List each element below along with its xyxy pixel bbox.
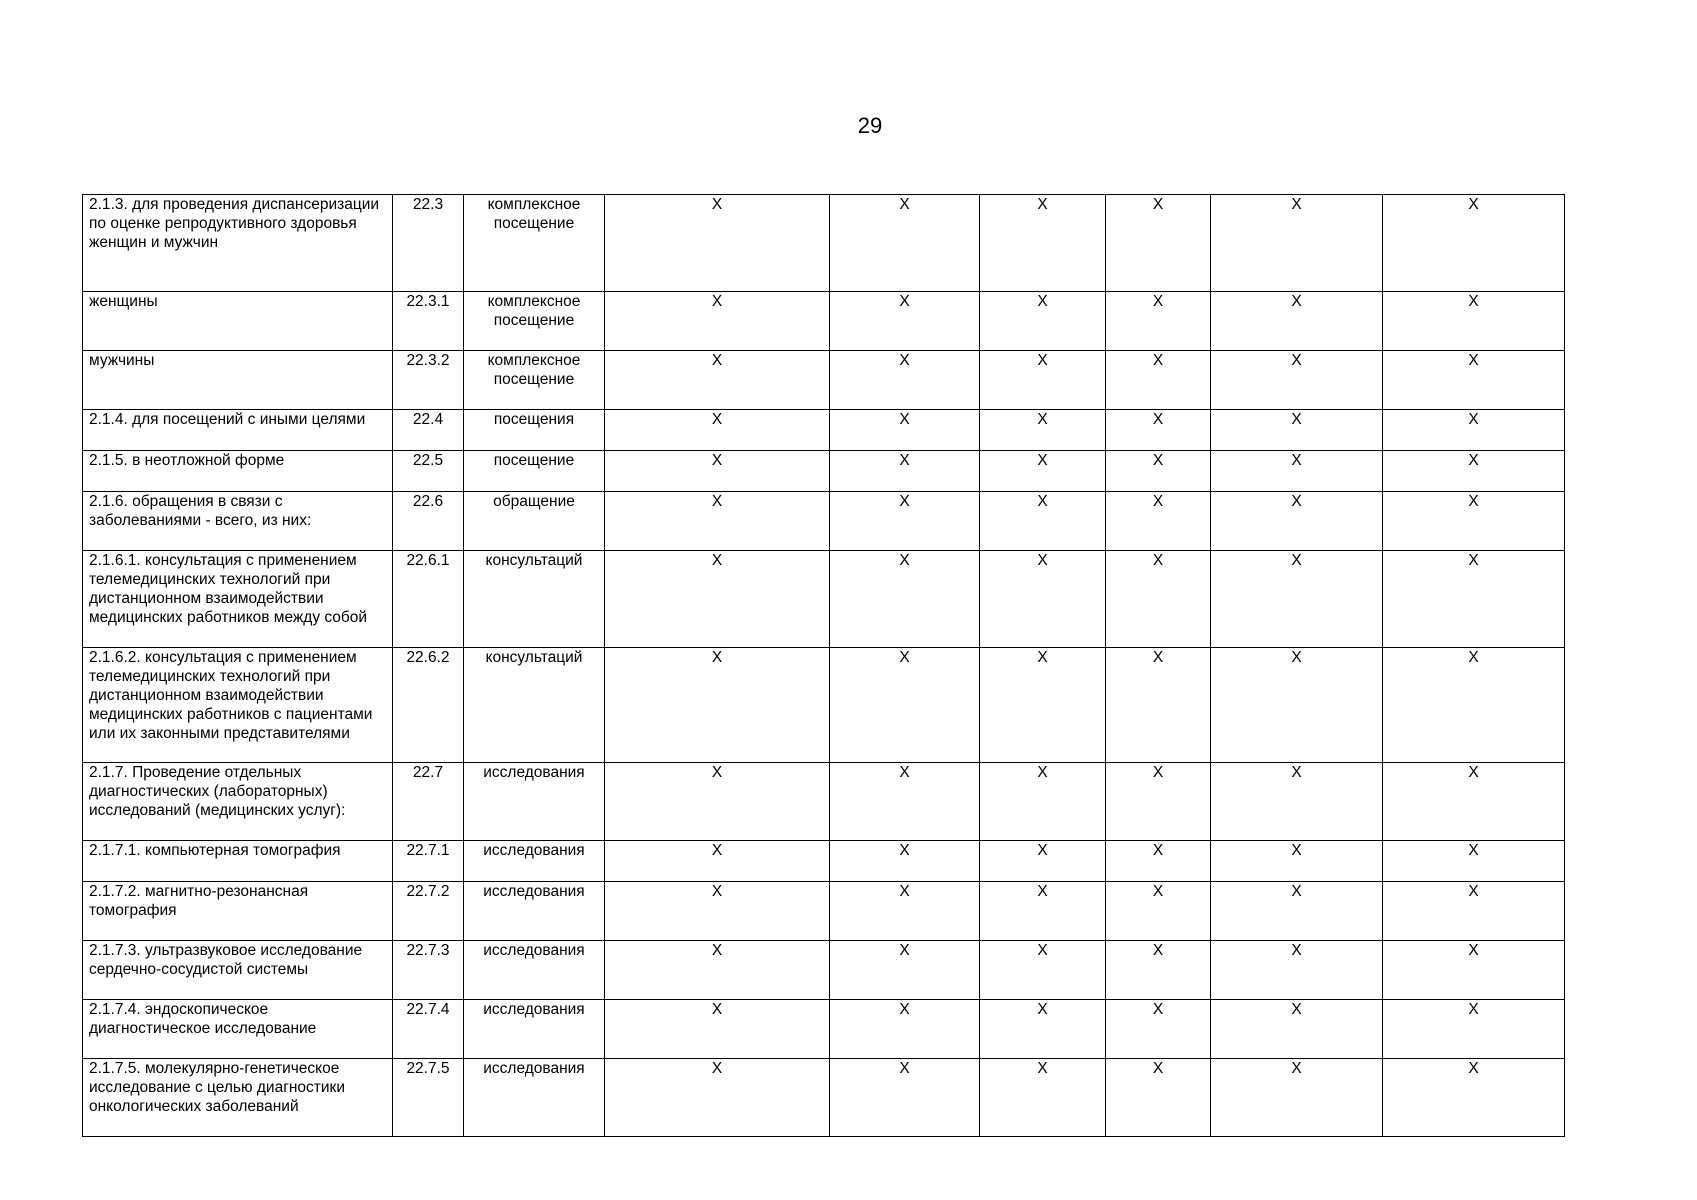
- row-unit-cell: исследования: [464, 941, 605, 1000]
- x-mark-cell: Х: [980, 763, 1106, 841]
- table-row: [83, 351, 1565, 410]
- row-unit-cell: консультаций: [464, 648, 605, 763]
- x-mark-cell: Х: [830, 492, 980, 551]
- x-mark-cell: Х: [1211, 1000, 1383, 1059]
- row-code-cell: 22.3.1: [393, 292, 464, 351]
- row-name-cell: 2.1.6. обращения в связи с заболеваниями - всего, из них:: [83, 492, 393, 551]
- x-mark-cell: Х: [1383, 882, 1565, 941]
- x-mark-cell: Х: [1211, 763, 1383, 841]
- x-mark-cell: Х: [1383, 410, 1565, 451]
- x-mark-cell: Х: [605, 763, 830, 841]
- x-mark-cell: Х: [1106, 410, 1211, 451]
- table-row: [83, 1000, 1565, 1059]
- row-unit-cell: посещения: [464, 410, 605, 451]
- row-unit-cell: исследования: [464, 841, 605, 882]
- x-mark-cell: Х: [980, 1000, 1106, 1059]
- x-mark-cell: Х: [1383, 841, 1565, 882]
- x-mark-cell: Х: [605, 195, 830, 292]
- table-row: [83, 451, 1565, 492]
- row-unit-cell: исследования: [464, 1059, 605, 1137]
- x-mark-cell: Х: [980, 451, 1106, 492]
- row-code-cell: 22.5: [393, 451, 464, 492]
- x-mark-cell: Х: [605, 941, 830, 1000]
- row-name-cell: 2.1.7.3. ультразвуковое исследование сердечно-сосудистой системы: [83, 941, 393, 1000]
- table-row: [83, 763, 1565, 841]
- x-mark-cell: Х: [1106, 195, 1211, 292]
- x-mark-cell: Х: [830, 292, 980, 351]
- x-mark-cell: Х: [1211, 492, 1383, 551]
- row-code-cell: 22.6: [393, 492, 464, 551]
- x-mark-cell: Х: [1106, 451, 1211, 492]
- x-mark-cell: Х: [605, 410, 830, 451]
- row-unit-cell: комплексное посещение: [464, 351, 605, 410]
- x-mark-cell: Х: [830, 648, 980, 763]
- x-mark-cell: Х: [605, 648, 830, 763]
- row-code-cell: 22.7.4: [393, 1000, 464, 1059]
- row-unit-cell: исследования: [464, 1000, 605, 1059]
- x-mark-cell: Х: [1106, 551, 1211, 648]
- x-mark-cell: Х: [1383, 292, 1565, 351]
- x-mark-cell: Х: [1106, 1059, 1211, 1137]
- x-mark-cell: Х: [980, 551, 1106, 648]
- x-mark-cell: Х: [1106, 292, 1211, 351]
- x-mark-cell: Х: [980, 648, 1106, 763]
- x-mark-cell: Х: [830, 941, 980, 1000]
- row-code-cell: 22.6.1: [393, 551, 464, 648]
- x-mark-cell: Х: [605, 1059, 830, 1137]
- table-row: [83, 882, 1565, 941]
- x-mark-cell: Х: [605, 351, 830, 410]
- x-mark-cell: Х: [605, 1000, 830, 1059]
- x-mark-cell: Х: [1211, 551, 1383, 648]
- x-mark-cell: Х: [830, 882, 980, 941]
- x-mark-cell: Х: [1383, 451, 1565, 492]
- row-code-cell: 22.6.2: [393, 648, 464, 763]
- x-mark-cell: Х: [1211, 351, 1383, 410]
- table-row: [83, 551, 1565, 648]
- row-name-cell: 2.1.7.1. компьютерная томография: [83, 841, 393, 882]
- x-mark-cell: Х: [1211, 410, 1383, 451]
- row-unit-cell: комплексное посещение: [464, 292, 605, 351]
- x-mark-cell: Х: [980, 195, 1106, 292]
- row-unit-cell: комплексное посещение: [464, 195, 605, 292]
- x-mark-cell: Х: [605, 292, 830, 351]
- x-mark-cell: Х: [980, 941, 1106, 1000]
- x-mark-cell: Х: [830, 551, 980, 648]
- x-mark-cell: Х: [830, 410, 980, 451]
- x-mark-cell: Х: [1383, 1000, 1565, 1059]
- x-mark-cell: Х: [1383, 763, 1565, 841]
- x-mark-cell: Х: [1211, 195, 1383, 292]
- row-name-cell: 2.1.4. для посещений с иными целями: [83, 410, 393, 451]
- x-mark-cell: Х: [830, 1059, 980, 1137]
- row-name-cell: 2.1.6.1. консультация с применением телемедицинских технологий при дистанционном взаимодействии медицинских работников между собой: [83, 551, 393, 648]
- row-code-cell: 22.7.1: [393, 841, 464, 882]
- x-mark-cell: Х: [1383, 195, 1565, 292]
- row-name-cell: 2.1.7.2. магнитно-резонансная томография: [83, 882, 393, 941]
- x-mark-cell: Х: [605, 882, 830, 941]
- x-mark-cell: Х: [605, 492, 830, 551]
- x-mark-cell: Х: [1383, 941, 1565, 1000]
- x-mark-cell: Х: [1383, 648, 1565, 763]
- row-code-cell: 22.3: [393, 195, 464, 292]
- x-mark-cell: Х: [1106, 1000, 1211, 1059]
- x-mark-cell: Х: [1383, 351, 1565, 410]
- row-code-cell: 22.7.3: [393, 941, 464, 1000]
- table-row: [83, 492, 1565, 551]
- x-mark-cell: Х: [1106, 841, 1211, 882]
- x-mark-cell: Х: [980, 292, 1106, 351]
- row-code-cell: 22.7.5: [393, 1059, 464, 1137]
- row-unit-cell: обращение: [464, 492, 605, 551]
- x-mark-cell: Х: [1211, 1059, 1383, 1137]
- row-name-cell: 2.1.5. в неотложной форме: [83, 451, 393, 492]
- row-name-cell: 2.1.7.5. молекулярно-генетическое исследование с целью диагностики онкологических заболеваний: [83, 1059, 393, 1137]
- x-mark-cell: Х: [980, 410, 1106, 451]
- table-row: [83, 1059, 1565, 1137]
- row-unit-cell: исследования: [464, 763, 605, 841]
- x-mark-cell: Х: [830, 1000, 980, 1059]
- table-body: [83, 195, 1565, 1137]
- x-mark-cell: Х: [980, 1059, 1106, 1137]
- x-mark-cell: Х: [830, 351, 980, 410]
- row-name-cell: женщины: [83, 292, 393, 351]
- data-table: [82, 194, 1565, 1137]
- row-code-cell: 22.3.2: [393, 351, 464, 410]
- row-code-cell: 22.7.2: [393, 882, 464, 941]
- x-mark-cell: Х: [1106, 882, 1211, 941]
- x-mark-cell: Х: [1106, 941, 1211, 1000]
- table-row: [83, 841, 1565, 882]
- table-row: [83, 292, 1565, 351]
- x-mark-cell: Х: [980, 841, 1106, 882]
- x-mark-cell: Х: [605, 551, 830, 648]
- table-row: [83, 410, 1565, 451]
- x-mark-cell: Х: [1211, 882, 1383, 941]
- x-mark-cell: Х: [980, 492, 1106, 551]
- x-mark-cell: Х: [830, 195, 980, 292]
- row-unit-cell: исследования: [464, 882, 605, 941]
- x-mark-cell: Х: [980, 882, 1106, 941]
- x-mark-cell: Х: [1106, 763, 1211, 841]
- x-mark-cell: Х: [605, 451, 830, 492]
- x-mark-cell: Х: [1211, 941, 1383, 1000]
- row-unit-cell: посещение: [464, 451, 605, 492]
- x-mark-cell: Х: [1383, 1059, 1565, 1137]
- x-mark-cell: Х: [1106, 492, 1211, 551]
- row-code-cell: 22.4: [393, 410, 464, 451]
- x-mark-cell: Х: [605, 841, 830, 882]
- row-name-cell: мужчины: [83, 351, 393, 410]
- row-name-cell: 2.1.3. для проведения диспансеризации по оценке репродуктивного здоровья женщин и мужчин: [83, 195, 393, 292]
- row-name-cell: 2.1.7. Проведение отдельных диагностических (лабораторных) исследований (медицинских услуг):: [83, 763, 393, 841]
- row-unit-cell: консультаций: [464, 551, 605, 648]
- x-mark-cell: Х: [1211, 841, 1383, 882]
- x-mark-cell: Х: [980, 351, 1106, 410]
- row-name-cell: 2.1.6.2. консультация с применением телемедицинских технологий при дистанционном взаимодействии медицинских работников с пациентами или их законными представителями: [83, 648, 393, 763]
- x-mark-cell: Х: [830, 451, 980, 492]
- page-number: 29: [857, 113, 883, 138]
- row-name-cell: 2.1.7.4. эндоскопическое диагностическое исследование: [83, 1000, 393, 1059]
- row-code-cell: 22.7: [393, 763, 464, 841]
- table-row: [83, 195, 1565, 292]
- table-row: [83, 941, 1565, 1000]
- x-mark-cell: Х: [1211, 292, 1383, 351]
- x-mark-cell: Х: [1106, 648, 1211, 763]
- x-mark-cell: Х: [1383, 492, 1565, 551]
- x-mark-cell: Х: [830, 841, 980, 882]
- table-row: [83, 648, 1565, 763]
- x-mark-cell: Х: [1383, 551, 1565, 648]
- x-mark-cell: Х: [830, 763, 980, 841]
- x-mark-cell: Х: [1211, 648, 1383, 763]
- x-mark-cell: Х: [1106, 351, 1211, 410]
- x-mark-cell: Х: [1211, 451, 1383, 492]
